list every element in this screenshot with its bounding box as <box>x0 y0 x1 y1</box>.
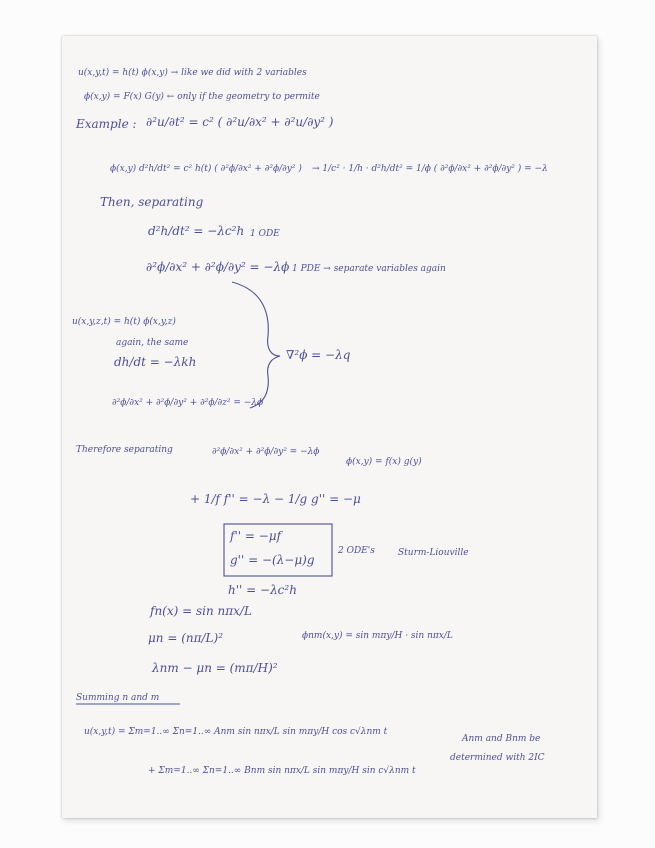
series-solution-sin: + Σm=1..∞ Σn=1..∞ Bnm sin nπx/L sin mπy/H sin c√λnm t <box>148 766 416 776</box>
dh-equation: dh/dt = −λkh <box>114 355 197 369</box>
separation-ansatz: u(x,y,t) = h(t) ϕ(x,y) → like we did with 2 variables <box>78 68 307 78</box>
phi-equation-left: ϕ(x,y) d²h/dt² = c² h(t) ( ∂²ϕ/∂x² + ∂²ϕ/∂y² ) <box>110 164 302 174</box>
helmholtz-restated: ∂²ϕ/∂x² + ∂²ϕ/∂y² = −λϕ <box>212 447 320 457</box>
again-the-same: again, the same <box>116 338 189 348</box>
therefore-separating: Therefore separating <box>76 445 173 455</box>
laplacian-equation: ∇²ϕ = −λq <box>286 348 351 362</box>
sturm-liouville-label: Sturm-Liouville <box>398 548 469 558</box>
phi-product-form: ϕ(x,y) = F(x) G(y) ← only if the geometry to permite <box>84 92 320 102</box>
f-ode: f'' = −μf <box>230 529 282 543</box>
phinm-solution: ϕnm(x,y) = sin mπy/H · sin nπx/L <box>302 631 453 641</box>
summing-label: Summing n and m <box>76 693 160 703</box>
u-3d-ansatz: u(x,y,z,t) = h(t) ϕ(x,y,z) <box>72 317 176 327</box>
helmholtz-2d: ∂²ϕ/∂x² + ∂²ϕ/∂y² = −λϕ <box>146 260 290 274</box>
phi-fg: ϕ(x,y) = f(x) g(y) <box>346 457 422 467</box>
time-ode: d²h/dt² = −λc²h <box>148 224 245 238</box>
phi-equation-right: → 1/c² · 1/h · d²h/dt² = 1/ϕ ( ∂²ϕ/∂x² + ∂²ϕ/∂y² ) = −λ <box>312 164 548 174</box>
helmholtz-3d: ∂²ϕ/∂x² + ∂²ϕ/∂y² + ∂²ϕ/∂z² = −λϕ <box>112 398 264 408</box>
series-solution-cos: u(x,y,t) = Σm=1..∞ Σn=1..∞ Anm sin nπx/L sin mπy/H cos c√λnm t <box>84 727 388 737</box>
lambda-eigenvalue: λnm − μn = (mπ/H)² <box>152 661 278 675</box>
h-ode: h'' = −λc²h <box>228 583 297 597</box>
coefficients-note-2: determined with 2IC <box>450 753 545 763</box>
coefficients-note-1: Anm and Bnm be <box>462 734 541 744</box>
two-odes-label: 2 ODE's <box>338 546 375 556</box>
fn-solution: fn(x) = sin nπx/L <box>150 604 252 618</box>
g-ode: g'' = −(λ−μ)g <box>230 553 315 567</box>
mu-eigenvalue: μn = (nπ/L)² <box>148 631 224 645</box>
fg-separation: + 1/f f'' = −λ − 1/g g'' = −μ <box>190 492 361 506</box>
wave-equation: ∂²u/∂t² = c² ( ∂²u/∂x² + ∂²u/∂y² ) <box>146 115 334 129</box>
example-label: Example : <box>76 117 137 131</box>
ode-label: 1 ODE <box>250 229 280 239</box>
pde-label: 1 PDE → separate variables again <box>292 264 446 274</box>
then-separating: Then, separating <box>100 195 204 209</box>
